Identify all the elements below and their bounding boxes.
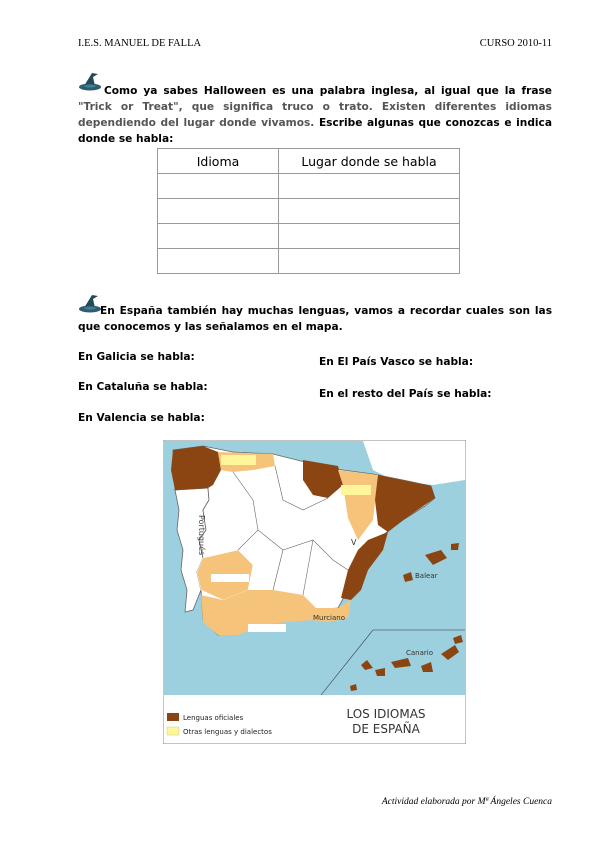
- spain-text: En España también hay muchas lenguas, vamos a recordar cuales son las que conocemos y las señalamos en el mapa.: [78, 305, 552, 333]
- question-cataluna: En Cataluña se habla:: [78, 381, 208, 393]
- idioma-cell[interactable]: [158, 249, 279, 274]
- intro-paragraph: [78, 83, 552, 147]
- idioma-cell[interactable]: [158, 224, 279, 249]
- question-pais-vasco: En El País Vasco se habla:: [319, 356, 474, 368]
- table-row: [158, 199, 460, 224]
- map-title-line1: LOS IDIOMAS: [346, 707, 426, 721]
- label-portugues: Portugués: [197, 515, 206, 556]
- menorca-island: [451, 543, 459, 550]
- intro-text-3: Escribe algunas que conozcas e indica donde se habla:: [78, 117, 552, 145]
- lugar-cell[interactable]: [279, 174, 460, 199]
- column-header-idioma: Idioma: [158, 149, 279, 174]
- legend-swatch-otras: [167, 727, 179, 735]
- asturias-highlight: [221, 455, 256, 465]
- label-canario: Canario: [406, 649, 434, 657]
- spain-languages-map: [163, 440, 466, 744]
- label-murciano: Murciano: [313, 614, 346, 622]
- lugar-cell[interactable]: [279, 199, 460, 224]
- lugar-cell[interactable]: [279, 224, 460, 249]
- column-header-lugar: Lugar donde se habla: [279, 149, 460, 174]
- legend-otras: Otras lenguas y dialectos: [183, 728, 272, 736]
- table-row: [158, 174, 460, 199]
- spain-paragraph: [78, 303, 552, 335]
- extremadura-label-box: [211, 574, 249, 582]
- intro-text-1: Como ya sabes Halloween es una palabra inglesa, al igual que la frase: [104, 85, 552, 97]
- intro-text-2: "Trick or Treat", que significa truco o trato. Existen diferentes idiomas dependiendo del lugar donde vivamos.: [78, 101, 552, 129]
- idioma-cell[interactable]: [158, 174, 279, 199]
- table-header-row: [158, 149, 460, 174]
- legend-swatch-oficiales: [167, 713, 179, 721]
- table-row: [158, 224, 460, 249]
- label-balear: Balear: [415, 572, 438, 580]
- label-v: V: [351, 538, 357, 547]
- languages-table: [157, 148, 460, 274]
- legend-oficiales: Lenguas oficiales: [183, 714, 244, 722]
- course-year: CURSO 2010-11: [479, 38, 552, 49]
- question-resto: En el resto del País se habla:: [319, 388, 492, 400]
- lugar-cell[interactable]: [279, 249, 460, 274]
- school-name: I.E.S. MANUEL DE FALLA: [78, 38, 202, 49]
- andalucia-label-box: [248, 624, 286, 632]
- galicia-region: [171, 446, 221, 490]
- question-galicia: En Galicia se habla:: [78, 351, 195, 363]
- aragon-highlight: [341, 485, 371, 495]
- question-valencia: En Valencia se habla:: [78, 412, 205, 424]
- table-row: [158, 249, 460, 274]
- idioma-cell[interactable]: [158, 199, 279, 224]
- footer-credit: Actividad elaborada por Mª Ángeles Cuenca: [381, 797, 552, 807]
- map-title-line2: DE ESPAÑA: [352, 722, 420, 736]
